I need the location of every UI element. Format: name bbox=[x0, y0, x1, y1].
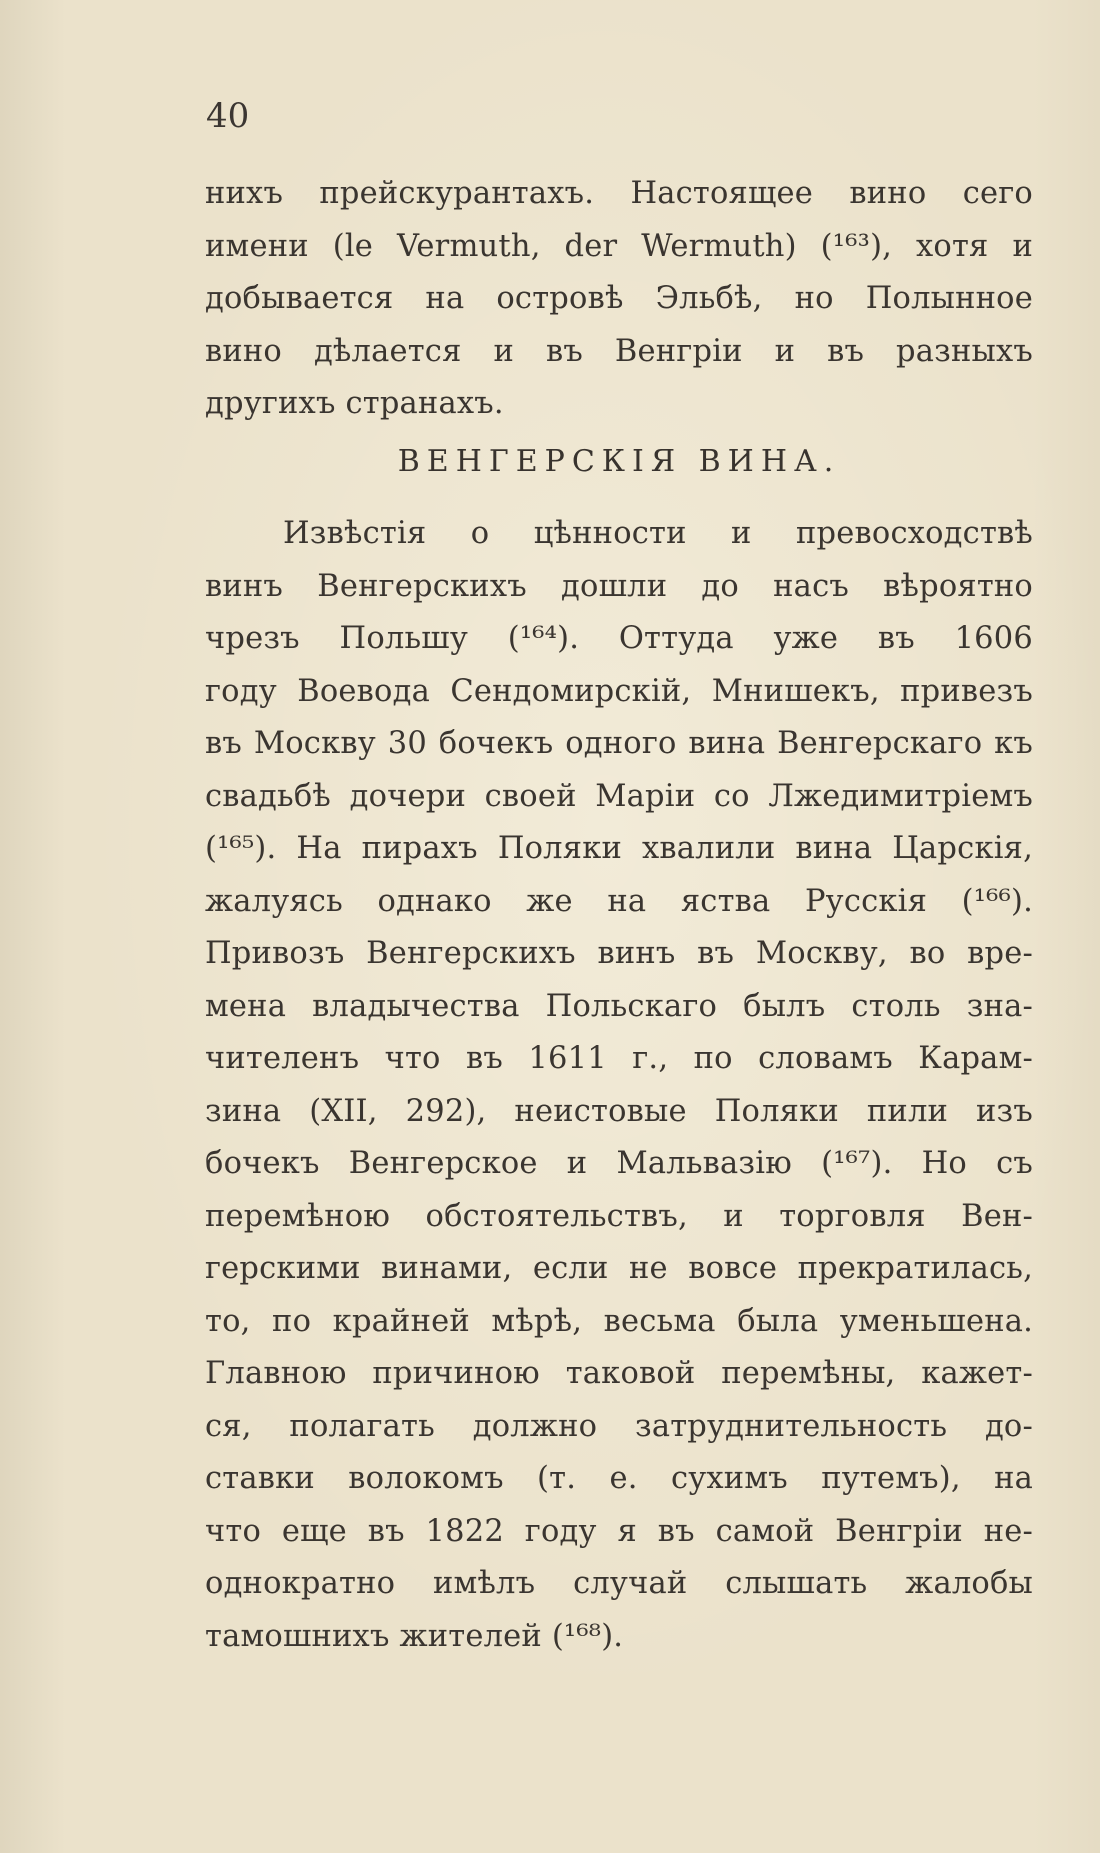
text-line: добывается на островѣ Эльбѣ, но Полынное bbox=[205, 281, 1033, 316]
text-line: (¹⁶⁵). На пирахъ Поляки хвалили вина Царскія, bbox=[205, 831, 1033, 866]
text-line: ся, полагать должно затруднительность до- bbox=[205, 1408, 1033, 1444]
text-line: въ Москву 30 бочекъ одного вина Венгерскаго къ bbox=[205, 726, 1033, 761]
text-line: Извѣстія о цѣнности и превосходствѣ bbox=[283, 516, 1033, 551]
text-line: году Воевода Сендомирскій, Мнишекъ, привезъ bbox=[205, 673, 1033, 709]
text-line: тамошнихъ жителей (¹⁶⁸). bbox=[205, 1618, 624, 1654]
text-line: что еще въ 1822 году я въ самой Венгріи не- bbox=[205, 1513, 1033, 1549]
text-line: жалуясь однако же на яства Русскія (¹⁶⁶). bbox=[205, 883, 1033, 919]
text-line: нихъ прейскурантахъ. Настоящее вино сего bbox=[205, 176, 1033, 211]
text-line: вино дѣлается и въ Венгріи и въ разныхъ bbox=[205, 333, 1033, 369]
text-line: Привозъ Венгерскихъ винъ въ Москву, во вре- bbox=[205, 936, 1033, 971]
text-line: мена владычества Польскаго былъ столь зна- bbox=[205, 988, 1033, 1024]
text-line: зина (XII, 292), неистовые Поляки пили изъ bbox=[205, 1093, 1033, 1129]
text-line: перемѣною обстоятельствъ, и торговля Вен- bbox=[205, 1198, 1033, 1234]
text-line: чрезъ Польшу (¹⁶⁴). Оттуда уже въ 1606 bbox=[205, 621, 1033, 656]
text-line: то, по крайней мѣрѣ, весьма была уменьшена. bbox=[205, 1303, 1033, 1339]
text-line: Главною причиною таковой перемѣны, кажет- bbox=[205, 1356, 1033, 1391]
section-heading: ВЕНГЕРСКІЯ ВИНА. bbox=[397, 444, 841, 479]
text-line: чителенъ что въ 1611 г., по словамъ Карам- bbox=[205, 1041, 1033, 1076]
paragraph-hungarian-wines bbox=[205, 508, 1033, 1663]
text-line: имени (le Vermuth, der Wermuth) (¹⁶³), хотя и bbox=[205, 228, 1033, 264]
text-line: другихъ странахъ. bbox=[205, 386, 504, 421]
text-line: однократно имѣлъ случай слышать жалобы bbox=[205, 1566, 1033, 1601]
text-line: свадьбѣ дочери своей Маріи со Лжедимитріемъ bbox=[205, 778, 1033, 814]
text-line: герскими винами, если не вовсе прекратилась, bbox=[205, 1251, 1033, 1286]
text-line: винъ Венгерскихъ дошли до насъ вѣроятно bbox=[205, 568, 1033, 604]
text-line: ставки волокомъ (т. е. сухимъ путемъ), на bbox=[205, 1461, 1033, 1496]
text-line: бочекъ Венгерское и Мальвазію (¹⁶⁷). Но съ bbox=[205, 1146, 1033, 1181]
paragraph-vermuth bbox=[205, 168, 1033, 431]
page-number: 40 bbox=[206, 96, 250, 136]
